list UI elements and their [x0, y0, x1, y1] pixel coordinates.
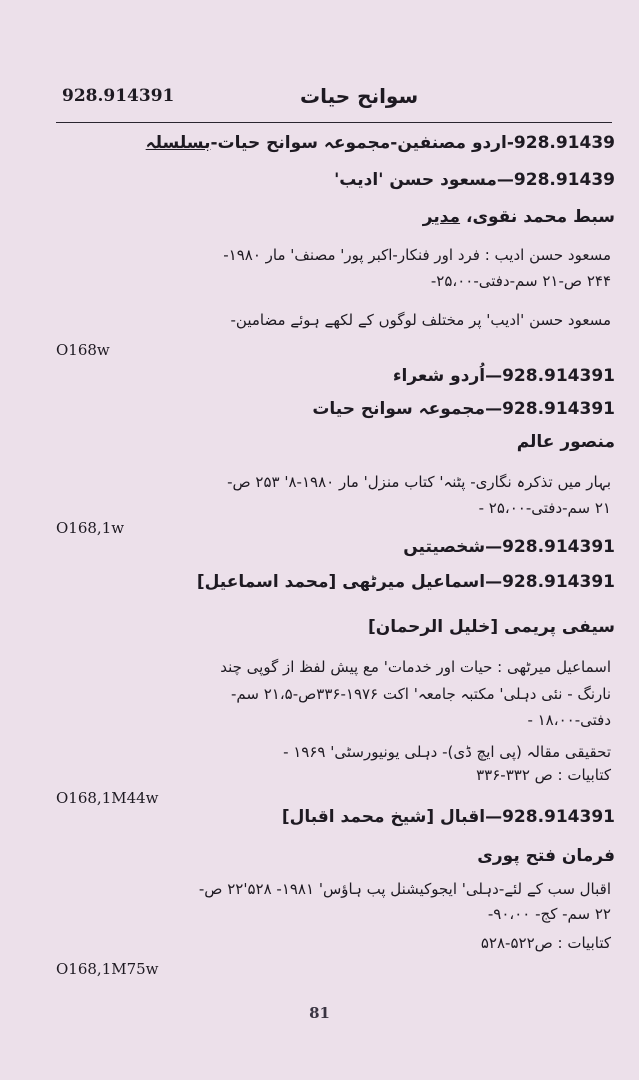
- entry-1-body-line: ۲۴۴ ص-۲۱ سم-دفتی-۲۵،۰۰-: [430, 272, 611, 290]
- entry-3-note: تحقیقی مقالہ (پی ایچ ڈی)- دہلی یونیورسٹی' ۱۹۶۹ -: [283, 743, 611, 761]
- header-class-number: 928.914391: [62, 86, 175, 106]
- entry-3-heading: 928.914391—شخصیتیں: [403, 537, 615, 557]
- entry-2-code: O168,1w: [56, 519, 125, 537]
- entry-1-heading: 928.91439-اردو مصنفین-مجموعہ سوانح حیات-بسلسلہ: [145, 133, 615, 153]
- entry-4-body-line: ۲۲ سم- کج- ۹۰،۰۰-: [487, 905, 611, 923]
- entry-2-author: منصور عالم: [516, 432, 615, 452]
- entry-4-author: فرمان فتح پوری: [477, 846, 615, 866]
- entry-1-author: سبط محمد نقوی، مدیر: [422, 207, 615, 227]
- entry-3-subheading: 928.914391—اسماعیل میرٹھی [محمد اسماعیل]: [196, 572, 615, 592]
- entry-2-body-line: ۲۱ سم-دفتی-۲۵،۰۰ -: [478, 499, 611, 517]
- header-rule: [56, 122, 612, 123]
- entry-3-body-line: دفتی-۱۸،۰۰ -: [527, 711, 611, 729]
- entry-2-subheading: 928.914391—مجموعہ سوانح حیات: [312, 399, 615, 419]
- header-title: سوانح حیات: [300, 84, 419, 108]
- entry-2-heading: 928.914391—اُردو شعراء: [392, 366, 615, 386]
- entry-2-body-line: بہار میں تذکرہ نگاری- پٹنہ' کتاب منزل' مار ۱۹۸۰-۸' ۲۵۳ ص-: [227, 473, 611, 491]
- entry-3-body-line: نارنگ - نئی دہلی' مکتبہ جامعہ' اکت ۱۹۷۶-۳۳۶ص-۲۱،۵ سم-: [230, 685, 611, 703]
- entry-3-code: O168,1M44w: [56, 789, 159, 807]
- entry-1-body-line: مسعود حسن ادیب : فرد اور فنکار-اکبر پور' مصنف' مار ۱۹۸۰-: [223, 246, 611, 264]
- entry-4-code: O168,1M75w: [56, 960, 159, 978]
- entry-1-code: O168w: [56, 341, 110, 359]
- entry-3-author: سیفی پریمی [خلیل الرحمان]: [368, 617, 615, 637]
- entry-4-note: کتابیات : ص۵۲۲-۵۲۸: [480, 934, 611, 952]
- page-number: 81: [309, 1004, 330, 1022]
- entry-1-note: مسعود حسن 'ادیب' پر مختلف لوگوں کے لکھے ہوئے مضامین-: [230, 311, 611, 329]
- entry-3-body-line: اسماعیل میرٹھی : حیات اور خدمات' مع پیش لفظ از گوپی چند: [220, 658, 611, 676]
- entry-4-body-line: اقبال سب کے لئے-دہلی' ایجوکیشنل پب ہاؤس' ۱۹۸۱- ۵۲۸'۲۲ ص-: [198, 880, 611, 898]
- entry-4-heading: 928.914391—اقبال [شیخ محمد اقبال]: [281, 807, 615, 827]
- entry-1-subheading: 928.91439—مسعود حسن 'ادیب': [334, 170, 615, 190]
- entry-3-note: کتابیات : ص ۳۳۲-۳۳۶: [476, 766, 611, 784]
